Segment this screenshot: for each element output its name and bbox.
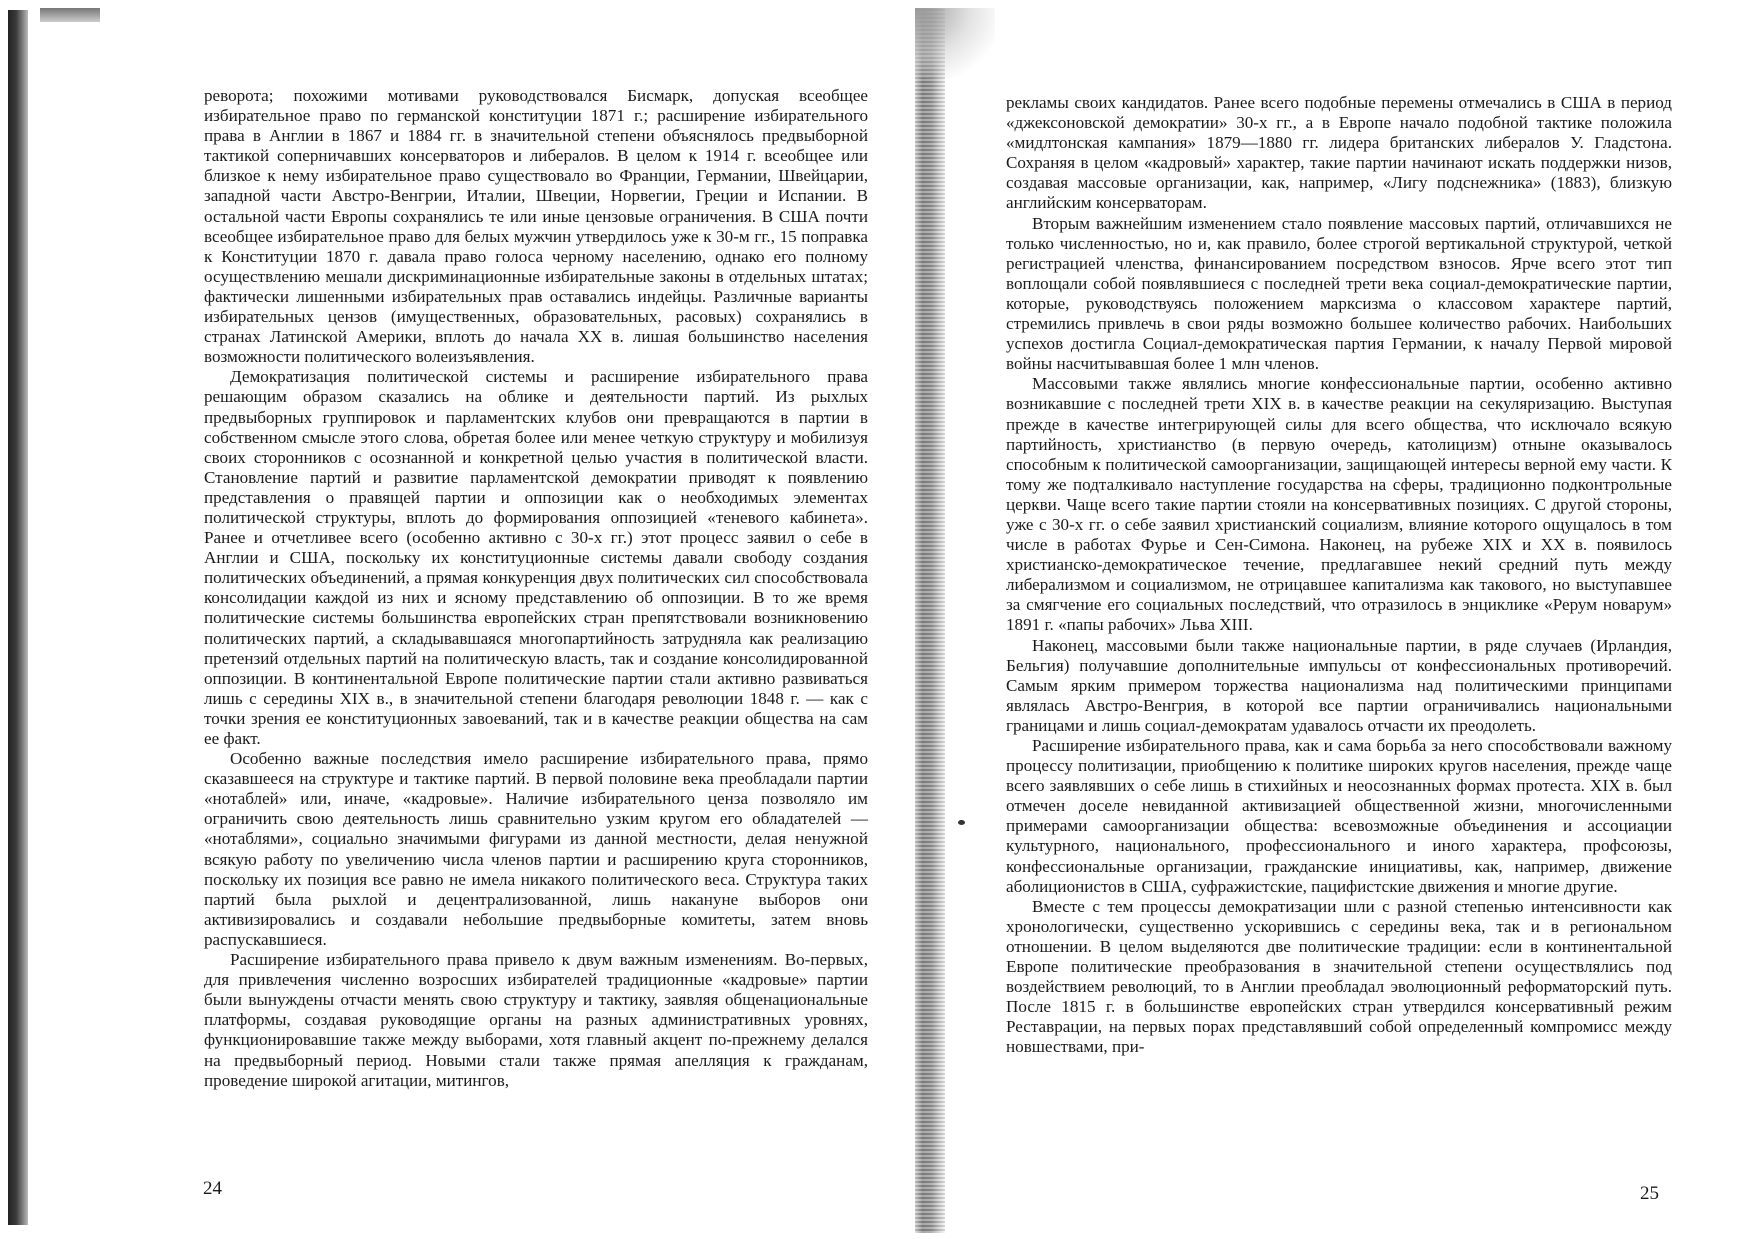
right-page-text <box>1006 93 1672 1058</box>
paragraph: Вторым важнейшим изменением стало появление массовых партий, отличавшихся не только численностью, но и, как правило, более строгой вертикальной структурой, четкой регистрацией членства, финансированием посредством взносов. Ярче всего этот тип воплощали собой появлявшиеся с последней трети века социал-демократические партии, которые, руководствуясь положением марксизма о классовом характере партий, стремились привлечь в свои ряды возможно большее количество рабочих. Наибольших успехов достигла Социал-демократическая партия Германии, к началу Первой мировой войны насчитывавшая более 1 млн членов. <box>1006 213 1672 374</box>
page-number-left: 24 <box>203 1178 222 1199</box>
gutter-shadow <box>915 8 995 78</box>
scan-edge-left <box>8 10 28 1225</box>
scan-speck <box>958 820 965 825</box>
paragraph: рекламы своих кандидатов. Ранее всего подобные перемены отмечались в США в период «джексоновской демократии» 30-х гг., а в Европе начало подобной тактике положила «мидлтонская кампания» 1879—1880 гг. лидера британских либералов У. Гладстона. Сохраняя в целом «кадровый» характер, такие партии начинают искать поддержки низов, создавая массовые организации, как, например, «Лигу подснежника» (1883), близкую английским консерваторам. <box>1006 93 1672 213</box>
left-page-text <box>204 86 868 1091</box>
paragraph: Расширение избирательного права, как и сама борьба за него способствовали важному процессу политизации, приобщению к политике широких кругов населения, прежде чаще всего заявлявших о себе лишь в стихийных и неосознанных формах протеста. XIX в. был отмечен доселе невиданной активизацией общественной жизни, многочисленными примерами самоорганизации общества: всевозможные объединения и ассоциации культурного, национального, профессионального и иного характера, профсоюзы, конфессиональные организации, гражданские инициативы, как, например, движение аболиционистов в США, суфражистские, пацифистские движения и многие другие. <box>1006 736 1672 896</box>
paragraph: Особенно важные последствия имело расширение избирательного права, прямо сказавшееся на структуре и тактике партий. В первой половине века преобладали партии «нотаблей» или, иначе, «кадровые». Наличие избирательного ценза позволяло им ограничить свою деятельность лишь сравнительно узким кругом его обладателей — «нотаблями», социально значимыми фигурами из данной местности, делая ненужной всякую работу по увеличению числа членов партии и расширению круга сторонников, поскольку их позиция все равно не имела никакого политического веса. Структура таких партий была рыхлой и децентрализованной, лишь накануне выборов они активизировались и создавали небольшие предвыборные комитеты, затем вновь распускавшиеся. <box>204 749 868 949</box>
paragraph: Демократизация политической системы и расширение избирательного права решающим образом сказались на облике и деятельности партий. Из рыхлых предвыборных группировок и парламентских клубов они превращаются в партии в собственном смысле этого слова, обретая более или менее четкую структуру и мобилизуя своих сторонников с осознанной и конкретной целью участия в политической власти. Становление партий и развитие парламентской демократии приводят к появлению представления о правящей партии и оппозиции как о необходимых элементах политической структуры, вплоть до формирования оппозицией «теневого кабинета». Ранее и отчетливее всего (особенно активно с 30-х гг.) этот процесс заявил о себе в Англии и США, поскольку их конституционные системы давали свободу создания политических объединений, а прямая конкуренция двух политических сил способствовала консолидации каждой из них и ясному представлению об оппозиции. В то же время политические системы большинства европейских стран препятствовали возникновению политических партий, а складывавшаяся многопартийность затрудняла как реализацию претензий отдельных партий на политическую власть, так и создание консолидированной оппозиции. В континентальной Европе политические партии стали активно развиваться лишь с середины XIX в., в значительной степени благодаря революции 1848 г. — как с точки зрения ее конституционных завоеваний, так и в качестве реакции общества на сам ее факт. <box>204 367 868 748</box>
paragraph: Расширение избирательного права привело к двум важным изменениям. Во-первых, для привлечения численно возросших избирателей традиционные «кадровые» партии были вынуждены отчасти менять свою структуру и тактику, заявляя общенациональные платформы, создавая руководящие органы на разных административных уровнях, функционировавшие также между выборами, хотя главный акцент по-прежнему делался на предвыборный период. Новыми стали также прямая апелляция к гражданам, проведение широкой агитации, митингов, <box>204 950 868 1090</box>
paragraph: реворота; похожими мотивами руководствовался Бисмарк, допуская всеобщее избирательное право по германской конституции 1871 г.; расширение избирательного права в Англии в 1867 и 1884 гг. в значительной степени объяснялось предвыборной тактикой соперничавших консерваторов и либералов. В целом к 1914 г. всеобщее или близкое к нему избирательное право существовало во Франции, Германии, Швейцарии, западной части Австро-Венгрии, Италии, Швеции, Норвегии, Греции и Испании. В остальной части Европы сохранялись те или иные цензовые ограничения. В США почти всеобщее избирательное право для белых мужчин утвердилось уже к 30-м гг., 15 поправка к Конституции 1870 г. давала право голоса черному населению, однако его полному осуществлению мешали дискриминационные избирательные законы в отдельных штатах; фактически лишенными избирательных прав оставались индейцы. Различные варианты избирательных цензов (имущественных, образовательных, расовых) сохранялись в странах Латинской Америки, вплоть до начала XX в. лишая большинство населения возможности политического волеизъявления. <box>204 86 868 367</box>
paragraph: Массовыми также являлись многие конфессиональные партии, особенно активно возникавшие с последней трети XIX в. в качестве реакции на секуляризацию. Выступая прежде в качестве интегрирующей силы для всего общества, что исключало всякую партийность, христианство (в первую очередь, католицизм) отныне оказывалось способным к политической самоорганизации, защищающей интересы верной ему части. К тому же подталкивало наступление государства на сферы, традиционно подконтрольные церкви. Чаще всего такие партии стояли на консервативных позициях. С другой стороны, уже с 30-х гг. о себе заявил христианский социализм, влияние которого ощущалось в том числе в работах Фурье и Сен-Симона. Наконец, на рубеже XIX и XX в. появилось христианско-демократическое течение, предлагавшее некий средний путь между либерализмом и социализмом, не отрицавшее капитализма как такового, но выступавшее за смягчение его социальных последствий, что отразилось в энциклике «Рерум новарум» 1891 г. «папы рабочих» Льва XIII. <box>1006 374 1672 635</box>
scan-edge-top <box>40 8 100 22</box>
page-number-right: 25 <box>1640 1183 1659 1204</box>
paragraph: Вместе с тем процессы демократизации шли с разной степенью интенсивности как хронологически, существенно ускорившись с середины века, так и в региональном отношении. В целом выделяются две политические традиции: если в континентальной Европе политические преобразования в значительной степени осуществлялись под воздействием революций, то в Англии преобладал эволюционный реформаторский путь. После 1815 г. в большинстве европейских стран утвердился консервативный режим Реставрации, на первых порах представлявший собой определенный компромисс между новшествами, при- <box>1006 896 1672 1057</box>
book-gutter <box>915 8 945 1233</box>
paragraph: Наконец, массовыми были также национальные партии, в ряде случаев (Ирландия, Бельгия) получавшие дополнительные импульсы от конфессиональных противоречий. Самым ярким примером торжества национализма над политическими принципами являлась Австро-Венгрия, в которой все партии ограничивались национальными границами и лишь социал-демократам удавалось отчасти их преодолеть. <box>1006 635 1672 735</box>
